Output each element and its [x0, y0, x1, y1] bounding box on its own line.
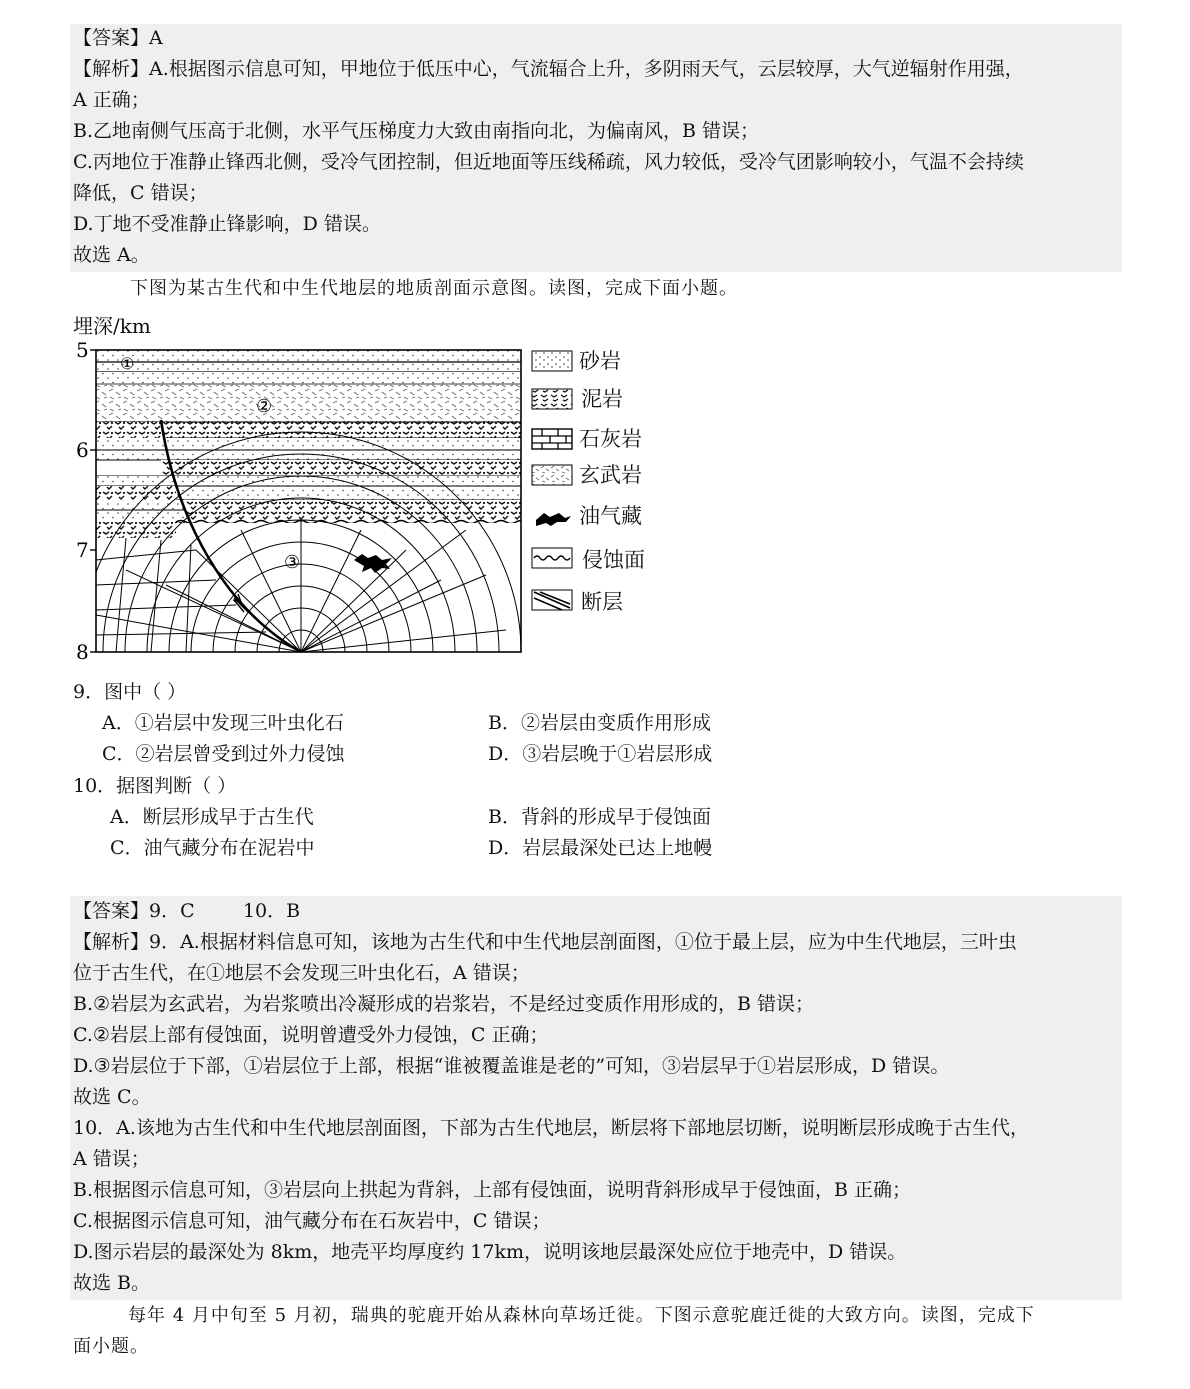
sandstone-swatch-icon	[532, 351, 572, 371]
geologic-cross-section	[66, 340, 526, 660]
explanation-line: D.③岩层位于下部，①岩层位于上部，根据“谁被覆盖谁是老的”可知，③岩层早于①岩层形成，D 错误。	[73, 1055, 950, 1077]
y-tick-8: 8	[76, 640, 89, 660]
question-9-option-d: D．③岩层晚于①岩层形成	[488, 743, 713, 765]
legend-label-basalt: 玄武岩	[579, 463, 642, 487]
oil-gas-icon	[536, 513, 571, 526]
fault-icon	[532, 590, 572, 610]
explanation-line: 降低，C 错误；	[73, 182, 208, 204]
legend-label-mudstone: 泥岩	[581, 387, 623, 411]
conclusion-line: 故选 C。	[73, 1086, 151, 1108]
legend-label-oil-gas: 油气藏	[579, 504, 642, 528]
explanation-line: B.乙地南侧气压高于北侧，水平气压梯度力大致由南指向北，为偏南风，B 错误；	[73, 120, 760, 142]
explanation-line: C.根据图示信息可知，油气藏分布在石灰岩中，C 错误；	[73, 1210, 551, 1232]
legend-label-fault: 断层	[581, 590, 623, 614]
question-9-option-a: A．①岩层中发现三叶虫化石	[102, 712, 344, 734]
y-tick-5: 5	[76, 340, 89, 362]
conclusion-line: 故选 B。	[73, 1272, 151, 1294]
question-9-option-c: C．②岩层曾受到过外力侵蚀	[102, 743, 345, 765]
question-intro-2-line-1: 每年 4 月中旬至 5 月初，瑞典的驼鹿开始从森林向草场迁徙。下图示意驼鹿迁徙的大致方向。读图，完成下	[128, 1305, 1035, 1326]
explanation-line: B.②岩层为玄武岩，为岩浆喷出冷凝形成的岩浆岩，不是经过变质作用形成的，B 错误；	[73, 993, 815, 1015]
question-10-option-b: B．背斜的形成早于侵蚀面	[488, 806, 711, 828]
explanation-line: 【解析】9．A.根据材料信息可知，该地为古生代和中生代地层剖面图，①位于最上层，应为中生代地层，三叶虫	[73, 931, 1017, 953]
explanation-line: D.图示岩层的最深处为 8km，地壳平均厚度约 17km，说明该地层最深处应位于地壳中，D 错误。	[73, 1241, 907, 1263]
explanation-line: C.②岩层上部有侵蚀面，说明曾遭受外力侵蚀，C 正确；	[73, 1024, 549, 1046]
explanation-line: 10．A.该地为古生代和中生代地层剖面图，下部为古生代地层，断层将下部地层切断，说明断层形成晚于古生代，	[73, 1117, 1029, 1139]
mudstone-swatch-icon	[532, 389, 572, 409]
explanation-line: A 错误；	[73, 1148, 150, 1170]
layer-label-2: ②	[256, 396, 273, 417]
limestone-swatch-icon	[532, 429, 572, 449]
answer-line: 【答案】9．C 10．B	[73, 900, 301, 922]
explanation-line: C.丙地位于准静止锋西北侧，受冷气团控制，但近地面等压线稀疏，风力较低，受冷气团影响较小，气温不会持续	[73, 151, 1024, 173]
legend-label-limestone: 石灰岩	[579, 427, 642, 451]
explanation-line: 【解析】A.根据图示信息可知，甲地位于低压中心，气流辐合上升，多阴雨天气，云层较厚，大气逆辐射作用强，	[73, 58, 1024, 80]
conclusion-line: 故选 A。	[73, 244, 150, 266]
question-9-stem: 9．图中（ ）	[73, 681, 187, 703]
question-10-option-a: A．断层形成早于古生代	[110, 806, 314, 828]
question-10-stem: 10．据图判断（ ）	[73, 775, 237, 797]
layer-label-3: ③	[284, 552, 301, 573]
explanation-line: A 正确；	[73, 89, 150, 111]
explanation-line: D.丁地不受准静止锋影响，D 错误。	[73, 213, 381, 235]
question-10-option-d: D．岩层最深处已达上地幔	[488, 837, 713, 859]
basalt-swatch-icon	[532, 465, 572, 485]
question-9-option-b: B．②岩层由变质作用形成	[488, 712, 711, 734]
explanation-line: B.根据图示信息可知，③岩层向上拱起为背斜，上部有侵蚀面，说明背斜形成早于侵蚀面，B 正确；	[73, 1179, 912, 1201]
erosion-surface-icon	[532, 548, 572, 568]
legend-label-sandstone: 砂岩	[579, 349, 621, 373]
y-axis-title: 埋深/km	[73, 314, 151, 338]
layer-label-1: ①	[120, 354, 135, 373]
explanation-line: 位于古生代，在①地层不会发现三叶虫化石，A 错误；	[73, 962, 530, 984]
y-tick-6: 6	[76, 438, 89, 462]
question-10-option-c: C．油气藏分布在泥岩中	[110, 837, 315, 859]
legend-label-erosion-surface: 侵蚀面	[582, 548, 645, 572]
legend-swatches	[530, 348, 574, 618]
answer-line: 【答案】A	[73, 27, 163, 49]
question-intro: 下图为某古生代和中生代地层的地质剖面示意图。读图，完成下面小题。	[130, 278, 738, 299]
question-intro-2-line-2: 面小题。	[73, 1336, 149, 1357]
y-tick-7: 7	[76, 538, 89, 562]
